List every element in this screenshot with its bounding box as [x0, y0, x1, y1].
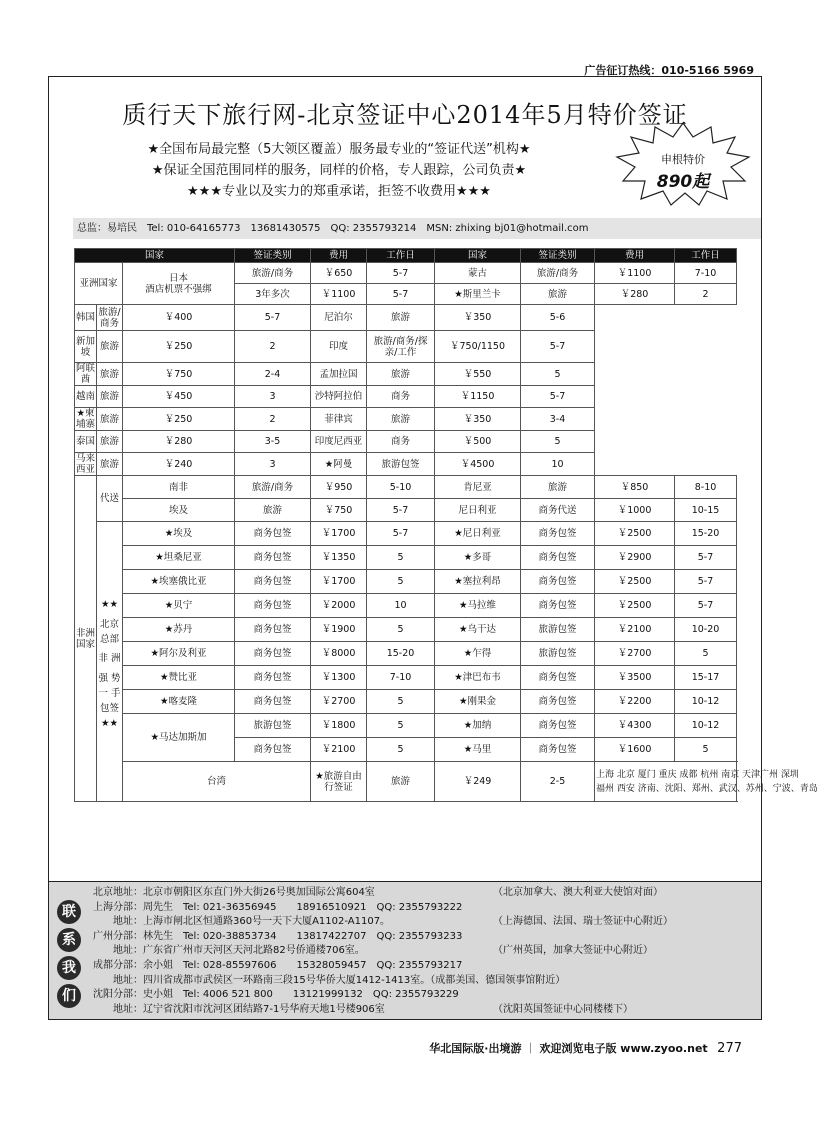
taiwan-cities-line: 福州 西安 济南、沈阳、郑州、武汉、苏州、宁波、青岛 — [596, 783, 818, 794]
cell: 旅游 — [97, 363, 123, 386]
cell: ★喀麦隆 — [123, 690, 235, 714]
cell: 5 — [521, 363, 595, 386]
cell: ￥1300 — [311, 666, 367, 690]
promo-price: 890起 — [656, 172, 710, 192]
table-row — [75, 331, 737, 363]
cell: 10 — [367, 594, 435, 618]
cell: 尼泊尔 — [311, 305, 367, 331]
madagascar-country: ★马达加斯加 — [123, 714, 235, 762]
africa-section-label: 非洲国家 — [75, 476, 97, 802]
cell: ￥750/1150 — [435, 331, 521, 363]
cell: 旅游 — [367, 762, 435, 802]
cell: 10 — [521, 453, 595, 476]
table-row — [75, 431, 737, 453]
address-note: （广州英国，加拿大签证中心附近） — [493, 945, 653, 957]
cell: ￥2700 — [595, 642, 675, 666]
beijing-hq-label-line: 包签 — [99, 702, 119, 714]
cell: 5-7 — [235, 305, 311, 331]
cell: ￥280 — [123, 431, 235, 453]
cell: ★尼日利亚 — [435, 522, 521, 546]
cell: 商务代送 — [521, 499, 595, 522]
cell: 商务包签 — [521, 714, 595, 738]
cell: 5 — [521, 431, 595, 453]
cell: 新加坡 — [75, 331, 97, 363]
page-title: 质行天下旅行网-北京签证中心2014年5月特价签证 — [122, 101, 688, 129]
cell: ￥2100 — [311, 738, 367, 762]
contact-us-badges — [57, 900, 83, 1012]
cell: 5 — [367, 618, 435, 642]
page-footer — [429, 1040, 742, 1056]
cell: 旅游 — [97, 408, 123, 431]
cell: 5 — [367, 714, 435, 738]
address-text: 地址：广东省广州市天河区天河北路82号侨通楼706室。 — [93, 945, 365, 957]
table-header-row — [75, 249, 737, 263]
cell: ￥2200 — [595, 690, 675, 714]
table-row — [75, 499, 737, 522]
table-row — [75, 546, 737, 570]
cell: ★乌干达 — [435, 618, 521, 642]
address-note: （上海德国、法国、瑞士签证中心附近） — [493, 916, 673, 928]
cell: ￥2700 — [311, 690, 367, 714]
cell: 3 — [235, 453, 311, 476]
cell: 5-7 — [675, 546, 737, 570]
beijing-hq-label-line: 非 洲 — [98, 652, 121, 664]
cell: ￥750 — [123, 363, 235, 386]
cell: 旅游/商务 — [98, 306, 121, 329]
cell: 肯尼亚 — [435, 476, 521, 499]
cell: 商务 — [367, 431, 435, 453]
contact-badge: 联 — [57, 900, 81, 924]
cell: ￥2500 — [595, 570, 675, 594]
address-list — [93, 886, 755, 1017]
cell: 2 — [235, 408, 311, 431]
header-days: 工作日 — [367, 249, 435, 263]
header-country: 国家 — [435, 249, 521, 263]
taiwan-type: ★旅游自由行签证 — [311, 762, 367, 802]
cell: ￥550 — [435, 363, 521, 386]
table-row — [75, 522, 737, 546]
cell: 3 — [235, 386, 311, 408]
cell: 7-10 — [367, 666, 435, 690]
cell: 旅游包签 — [521, 642, 595, 666]
cell: 马来西亚 — [76, 453, 96, 475]
cell: ￥1100 — [595, 263, 675, 284]
cell: 15-20 — [675, 522, 737, 546]
cell: 10-12 — [675, 714, 737, 738]
slogan-line: ★★★专业以及实力的郑重承诺，拒签不收费用★★★ — [187, 184, 491, 199]
cell: 商务 — [367, 386, 435, 408]
address-line — [93, 1003, 755, 1018]
cell: ￥450 — [123, 386, 235, 408]
cell: ￥280 — [595, 284, 675, 305]
table-row — [75, 305, 737, 331]
address-line — [93, 974, 755, 989]
address-text: 地址：四川省成都市武侯区一环路南三段15号华侨大厦1412-1413室。（成都美国、德国领事馆附近） — [93, 974, 566, 986]
ad-hotline: 广告征订热线：010-5166 5969 — [584, 64, 754, 77]
beijing-hq-label-line: ★★ — [100, 717, 119, 729]
table-row — [75, 386, 737, 408]
cell: ★塞拉利昂 — [435, 570, 521, 594]
address-text: 成都分部：余小姐 Tel: 028-85597606 15328059457 QQ: 2355793217 — [93, 959, 463, 971]
cell: 旅游 — [97, 431, 123, 453]
cell: 商务包签 — [521, 738, 595, 762]
cell: 商务包签 — [235, 570, 311, 594]
cell: 泰国 — [75, 431, 97, 453]
cell: ￥2000 — [311, 594, 367, 618]
cell: 5-6 — [521, 305, 595, 331]
header-category: 签证类别 — [235, 249, 311, 263]
cell: 5 — [367, 738, 435, 762]
table-row — [75, 263, 737, 284]
cell: 3-5 — [235, 431, 311, 453]
header-category: 签证类别 — [521, 249, 595, 263]
contact-badge: 我 — [57, 956, 81, 980]
cell: ￥1350 — [311, 546, 367, 570]
cell: 沙特阿拉伯 — [311, 386, 367, 408]
cell: ￥1100 — [311, 284, 367, 305]
cell: 10-20 — [675, 618, 737, 642]
taiwan-cities-line: 上海 北京 厦门 重庆 成都 杭州 南京 天津广州 深圳 — [596, 769, 799, 780]
cell: 2 — [235, 331, 311, 363]
cell: 商务包签 — [521, 546, 595, 570]
cell: 15-20 — [367, 642, 435, 666]
contact-badge: 系 — [57, 928, 81, 952]
cell: 15-17 — [675, 666, 737, 690]
cell: 旅游 — [367, 408, 435, 431]
cell: 商务包签 — [235, 690, 311, 714]
cell: ￥500 — [435, 431, 521, 453]
cell: 埃及 — [123, 499, 235, 522]
footer-separator: ｜ — [524, 1042, 536, 1055]
cell: 旅游包签 — [521, 618, 595, 642]
cell: ￥2500 — [595, 522, 675, 546]
cell: 旅游/商务 — [235, 476, 311, 499]
japan-note: 酒店机票不强绑 — [145, 283, 212, 295]
table-row — [75, 363, 737, 386]
contact-footer — [48, 882, 762, 1020]
slogan-line: ★保证全国范围同样的服务，同样的价格，专人跟踪，公司负责★ — [151, 163, 527, 178]
cell: 2 — [675, 284, 737, 305]
cell: ￥1700 — [311, 570, 367, 594]
cell: ￥650 — [311, 263, 367, 284]
cell: ￥400 — [123, 305, 235, 331]
cell: 旅游包签 — [367, 453, 435, 476]
cell: ￥240 — [123, 453, 235, 476]
page-number: 277 — [717, 1041, 742, 1056]
address-text: 地址：辽宁省沈阳市沈河区团结路7-1号华府天地1号楼906室 — [93, 1003, 385, 1015]
cell: 5-10 — [367, 476, 435, 499]
cell: 商务包签 — [235, 594, 311, 618]
header-country: 国家 — [75, 249, 235, 263]
cell: ￥1700 — [311, 522, 367, 546]
ebook-label: 欢迎浏览电子版 www.zyoo.net — [539, 1042, 708, 1055]
cell: ￥750 — [311, 499, 367, 522]
cell: 5-7 — [367, 499, 435, 522]
header-fee: 费用 — [595, 249, 675, 263]
cell: 越南 — [75, 386, 97, 408]
visa-price-table — [74, 248, 818, 802]
address-text: 地址：上海市闸北区恒通路360号一天下大厦A1102-A1107。 — [93, 916, 391, 928]
cell: ￥4300 — [595, 714, 675, 738]
beijing-hq-label-line: ★★ — [100, 598, 119, 610]
cell: 韩国 — [75, 305, 97, 331]
cell: 5 — [367, 546, 435, 570]
cell: 5-7 — [675, 594, 737, 618]
cell: 5 — [675, 642, 737, 666]
cell: ★赞比亚 — [123, 666, 235, 690]
cell: ￥2100 — [595, 618, 675, 642]
address-note: （北京加拿大、澳大利亚大使馆对面） — [493, 887, 663, 898]
address-line — [93, 944, 755, 959]
table-row — [75, 570, 737, 594]
cell: 商务包签 — [235, 738, 311, 762]
cell: ￥1900 — [311, 618, 367, 642]
cell: ￥250 — [123, 408, 235, 431]
asia-section-label: 亚洲国家 — [75, 263, 123, 305]
table-row — [75, 714, 737, 738]
header-days: 工作日 — [675, 249, 737, 263]
cell: 旅游 — [521, 476, 595, 499]
table-row — [75, 594, 737, 618]
cell: 5 — [675, 738, 737, 762]
director-contact: 总监：易培民 Tel: 010-64165773 13681430575 QQ: 2355793214 MSN: zhixing bj01@hotmail.com — [73, 218, 761, 239]
beijing-hq-label-line: 北京 — [99, 618, 119, 630]
cell: 10-12 — [675, 690, 737, 714]
cell: ★埃塞俄比亚 — [123, 570, 235, 594]
cell: 孟加拉国 — [311, 363, 367, 386]
cell: ￥8000 — [311, 642, 367, 666]
cell: 旅游/商务 — [235, 263, 311, 284]
cell: ￥4500 — [435, 453, 521, 476]
cell: 5-7 — [367, 284, 435, 305]
cell: ￥1800 — [311, 714, 367, 738]
cell: 尼日利亚 — [435, 499, 521, 522]
cell: 7-10 — [675, 263, 737, 284]
promo-burst — [615, 121, 751, 205]
cell: ￥350 — [435, 408, 521, 431]
edition-label: 华北国际版·出境游 — [429, 1042, 522, 1055]
cell: 旅游 — [235, 499, 311, 522]
cell: 5-7 — [367, 263, 435, 284]
table-row — [75, 666, 737, 690]
cell: ★津巴布韦 — [435, 666, 521, 690]
cell: 8-10 — [675, 476, 737, 499]
cell: 商务包签 — [521, 594, 595, 618]
table-row — [75, 690, 737, 714]
taiwan-region: 台湾 — [123, 762, 311, 802]
cell: ￥950 — [311, 476, 367, 499]
cell: 商务包签 — [235, 546, 311, 570]
cell: 5-7 — [367, 522, 435, 546]
cell: 商务包签 — [235, 666, 311, 690]
cell: ★斯里兰卡 — [435, 284, 521, 305]
cell: 商务包签 — [521, 570, 595, 594]
address-text: 上海分部：周先生 Tel: 021-36356945 18916510921 QQ: 2355793222 — [93, 901, 463, 913]
cell: 旅游/商务 — [521, 263, 595, 284]
cell: ★刚果金 — [435, 690, 521, 714]
cell: 旅游 — [521, 284, 595, 305]
cell: ★埃及 — [123, 522, 235, 546]
cell: 旅游/商务/探亲/工作 — [367, 331, 435, 363]
cell: ★乍得 — [435, 642, 521, 666]
japan-cell — [123, 263, 235, 305]
taiwan-cities — [595, 762, 818, 802]
table-row — [75, 408, 737, 431]
beijing-hq-label-line: 一 手 — [98, 687, 121, 699]
beijing-hq-label-line: 总部 — [99, 633, 119, 645]
cell: ￥249 — [435, 762, 521, 802]
cell: ★贝宁 — [123, 594, 235, 618]
cell: ￥1150 — [435, 386, 521, 408]
cell: 2-4 — [235, 363, 311, 386]
slogan-line: ★全国布局最完整（5大领区覆盖）服务最专业的“签证代送”机构★ — [147, 142, 531, 157]
beijing-hq-label — [97, 522, 123, 802]
address-line — [93, 959, 755, 974]
cell: ★多哥 — [435, 546, 521, 570]
cell: 旅游 — [97, 386, 123, 408]
cell: ★马里 — [435, 738, 521, 762]
cell: ★阿曼 — [311, 453, 367, 476]
cell: 5-7 — [521, 386, 595, 408]
daisong-label: 代送 — [97, 476, 123, 522]
ad-frame — [48, 76, 818, 882]
cell: ￥350 — [435, 305, 521, 331]
cell: 商务包签 — [235, 642, 311, 666]
beijing-hq-label-line: 强 势 — [98, 672, 121, 684]
cell: 2-5 — [521, 762, 595, 802]
cell: 5-7 — [675, 570, 737, 594]
cell: ￥2500 — [595, 594, 675, 618]
address-line — [93, 886, 755, 901]
cell: 印度尼西亚 — [311, 431, 367, 453]
promo-label: 申根特价 — [661, 153, 705, 166]
header-fee: 费用 — [311, 249, 367, 263]
address-line — [93, 901, 755, 916]
slogans — [59, 139, 619, 202]
cell: 3年多次 — [235, 284, 311, 305]
cell: 3-4 — [521, 408, 595, 431]
cell: 旅游 — [97, 331, 123, 363]
cell: ★苏丹 — [123, 618, 235, 642]
cell: ★马拉维 — [435, 594, 521, 618]
cell: 菲律宾 — [311, 408, 367, 431]
cell: 商务包签 — [235, 618, 311, 642]
contact-badge: 们 — [57, 984, 81, 1008]
japan-country: 日本 — [169, 272, 189, 284]
cell: 旅游 — [97, 453, 123, 476]
table-row — [75, 642, 737, 666]
cell: 商务包签 — [235, 522, 311, 546]
cell: 5 — [367, 570, 435, 594]
address-line — [93, 930, 755, 945]
cell: 蒙古 — [435, 263, 521, 284]
table-row — [75, 618, 737, 642]
cell: 5-7 — [521, 331, 595, 363]
cell: ★坦桑尼亚 — [123, 546, 235, 570]
cell: 印度 — [311, 331, 367, 363]
cell: ￥3500 — [595, 666, 675, 690]
cell: ￥2900 — [595, 546, 675, 570]
cell: 商务包签 — [521, 522, 595, 546]
cell: 商务包签 — [521, 666, 595, 690]
cell: 南非 — [123, 476, 235, 499]
address-text: 北京地址：北京市朝阳区东直门外大街26号奥加国际公寓604室 — [93, 887, 375, 898]
cell: ★加纳 — [435, 714, 521, 738]
address-line — [93, 988, 755, 1003]
cell: ￥1600 — [595, 738, 675, 762]
address-text: 沈阳分部：史小姐 Tel: 4006 521 800 13121999132 QQ: 2355793229 — [93, 989, 459, 1001]
table-row — [75, 453, 737, 476]
cell: ￥850 — [595, 476, 675, 499]
cell: 10-15 — [675, 499, 737, 522]
cell: ￥250 — [123, 331, 235, 363]
cell: ￥1000 — [595, 499, 675, 522]
cell: ★柬埔寨 — [76, 408, 96, 430]
address-text: 广州分部：林先生 Tel: 020-38853734 13817422707 QQ: 2355793233 — [93, 930, 463, 942]
address-note: （沈阳英国签证中心同楼楼下） — [493, 1003, 633, 1015]
cell: 5 — [367, 690, 435, 714]
cell: 商务包签 — [521, 690, 595, 714]
cell: 旅游包签 — [235, 714, 311, 738]
cell: 阿联酋 — [76, 363, 96, 385]
cell: 旅游 — [367, 363, 435, 386]
cell: ★阿尔及利亚 — [123, 642, 235, 666]
table-row — [75, 762, 737, 802]
cell: 旅游 — [367, 305, 435, 331]
address-line — [93, 915, 755, 930]
table-row — [75, 476, 737, 499]
